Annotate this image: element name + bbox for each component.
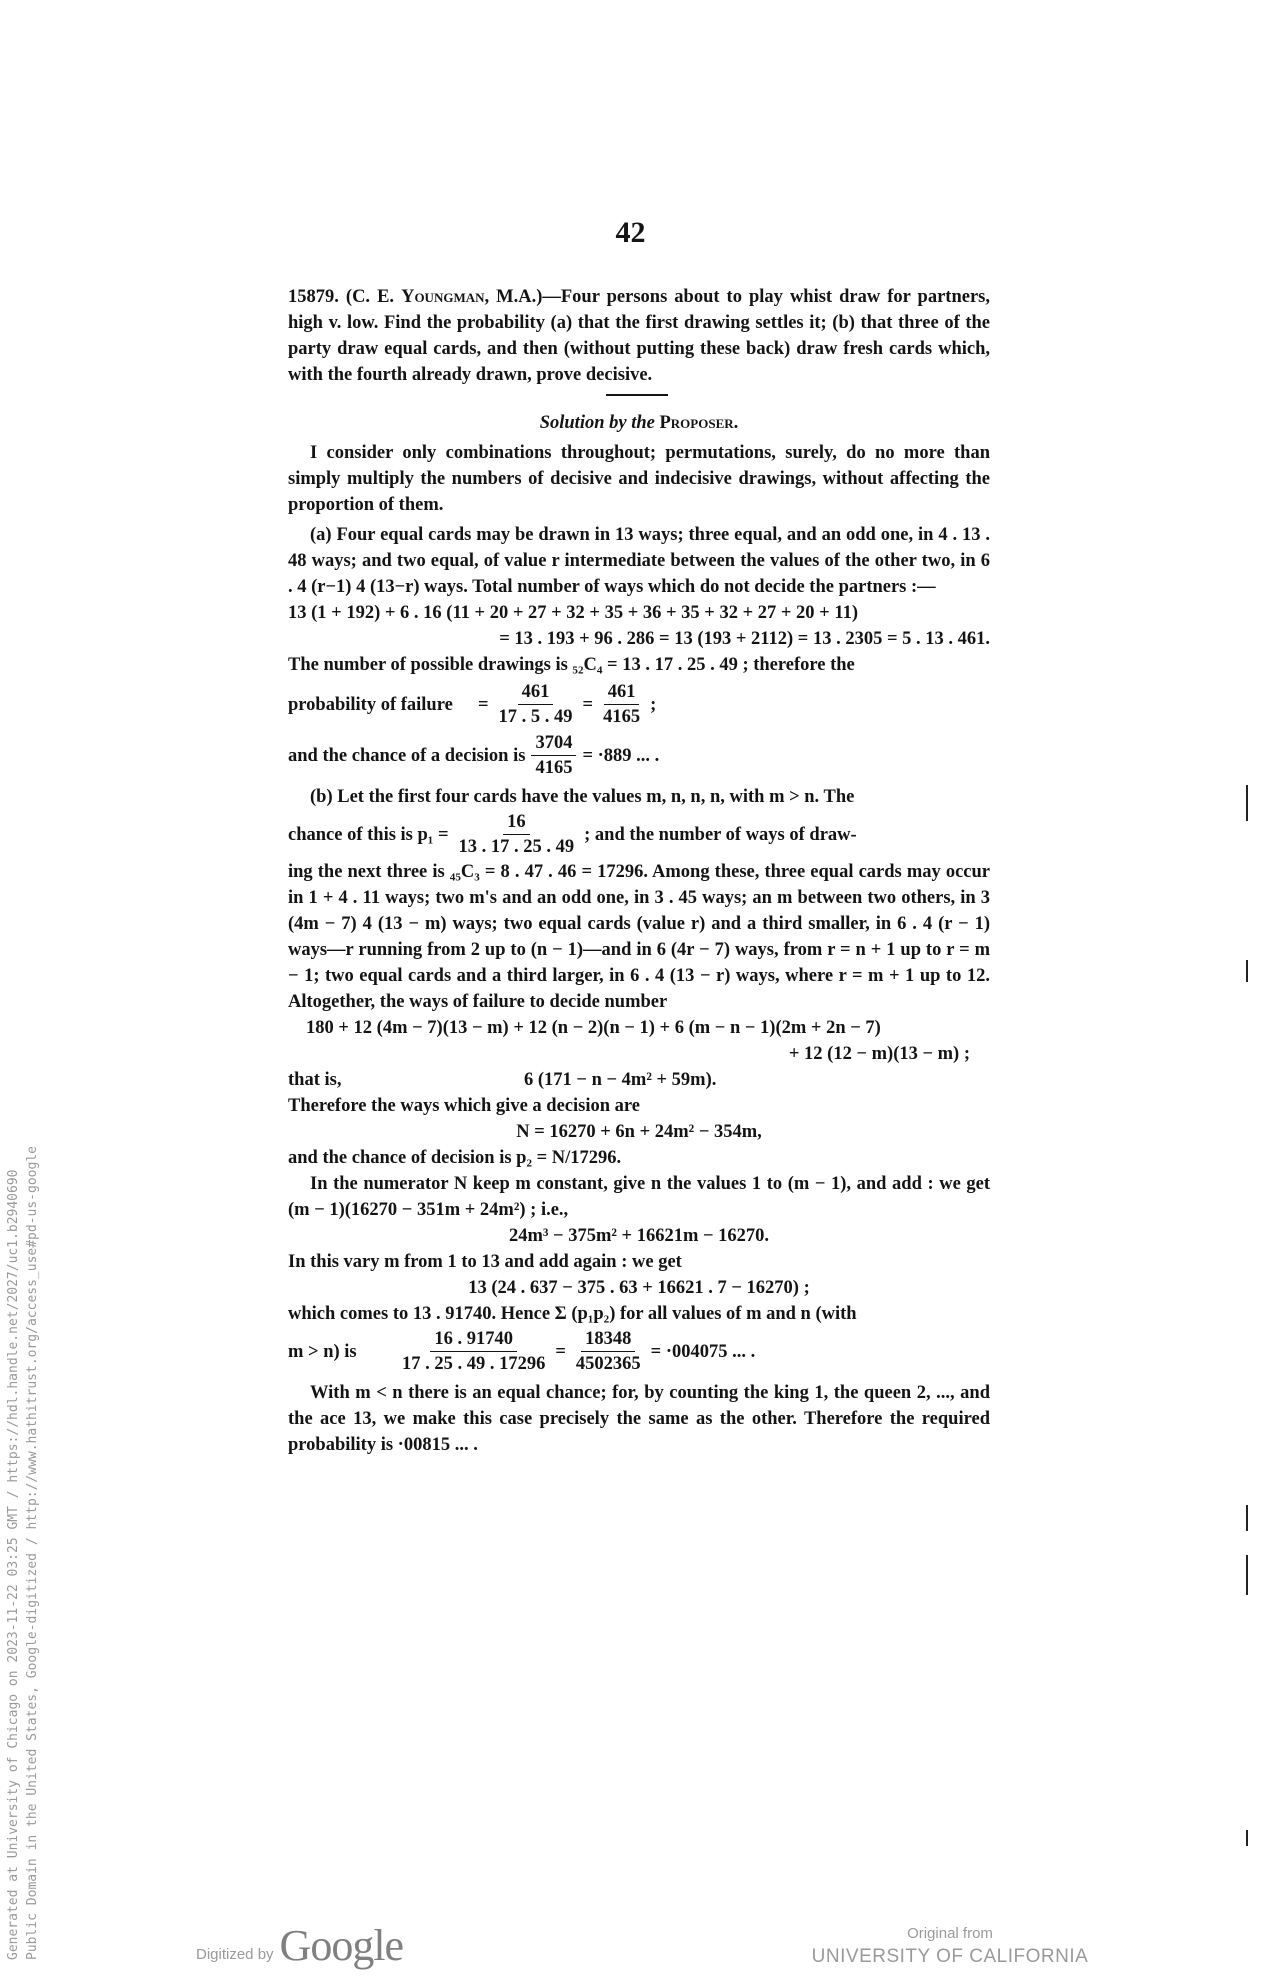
paragraph-3: The number of possible drawings is ₅₂C₄ = 13 . 17 . 25 . 49 ; therefore the: [288, 655, 855, 675]
failure-end: ;: [650, 694, 657, 715]
failure-label: probability of failure: [288, 694, 453, 715]
hathitrust-margin-note: [4, 1146, 42, 1960]
that-is-line: [288, 1067, 990, 1093]
failure-probability-line: [288, 680, 990, 729]
scan-mark: [1246, 960, 1248, 982]
institution-name: UNIVERSITY OF CALIFORNIA: [811, 1946, 1089, 1967]
equation-2b: + 12 (12 − m)(13 − m) ;: [788, 1044, 970, 1064]
solution-heading-italic: Solution by the: [539, 413, 655, 433]
failure-f2-num: 461: [604, 680, 640, 705]
failure-eq-sign: =: [478, 694, 489, 715]
sum-mid-sign: =: [555, 1341, 566, 1362]
equation-1b: = 13 . 193 + 96 . 286 = 13 (193 + 2112) = 13 . 2305 = 5 . 13 . 461.: [499, 629, 990, 649]
digitized-by-google: [196, 1920, 403, 1971]
original-from-label: Original from: [907, 1925, 993, 1942]
sum-label: m > n) is: [288, 1341, 357, 1362]
paragraph-6: Therefore the ways which give a decision are: [288, 1096, 640, 1116]
article-body: [288, 284, 990, 1458]
p1-fraction: [455, 810, 579, 859]
failure-f1-num: 461: [518, 680, 554, 705]
failure-f2-den: 4165: [603, 707, 641, 727]
author-open: (C. E.: [345, 287, 395, 307]
paragraph-7: and the chance of decision is p₂ = N/17296.: [288, 1148, 622, 1168]
p1-label: chance of this is p₁ =: [288, 824, 449, 845]
original-from-block: [800, 1924, 1100, 1970]
page-number: 42: [615, 216, 646, 249]
p1-end: ; and the number of ways of draw-: [584, 824, 857, 845]
paragraph-10: which comes to 13 . 91740. Hence Σ (p₁p₂) for all values of m and n (with: [288, 1304, 857, 1324]
decision-chance-line: [288, 731, 990, 780]
scan-mark: [1246, 1555, 1248, 1595]
that-is-equation: 6 (171 − n − 4m² + 59m).: [524, 1070, 717, 1090]
paragraph-5: ing the next three is ₄₅C₃ = 8 . 47 . 46 = 17296. Among these, three equal cards may occur in 1 + 4 . 11 ways; two m's and an odd one, in 3 . 45 ways; an m between two others, in 3 (4m − 7) 4 (13 − m) ways; two equal cards (value r) and a third smaller, in 6 . 4 (r − 1) ways—r running from 2 up to (n − 1)—and in 6 (4r − 7) ways, from r = n + 1 up to r = m − 1; two equal cards and a third larger, in 6 . 4 (13 − r) ways, where r = m + 1 up to 12. Altogether, the ways of failure to decide number: [288, 862, 990, 1012]
decision-end: = ·889 ... .: [582, 745, 660, 766]
question-body: , M.A.)—Four persons about to play whist draw for partners, high v. low. Find the probability (a) that the first drawing settles it; (b) that three of the party draw equal cards, and then (without putting these back) draw fresh cards which, with the fourth already drawn, prove decisive.: [288, 287, 991, 385]
digitized-by-label: Digitized by: [196, 1946, 274, 1963]
scan-mark: [1246, 1505, 1248, 1531]
solution-heading-name: Proposer.: [659, 413, 739, 433]
question-number: 15879.: [288, 287, 339, 307]
paragraph-8: In the numerator N keep m constant, give n the values 1 to (m − 1), and add : we get (m − 1)(16270 − 351m + 24m²) ; i.e.,: [288, 1174, 990, 1220]
solution-heading: [288, 410, 990, 436]
sum-f1-den: 17 . 25 . 49 . 17296: [402, 1354, 546, 1374]
paragraph-1: I consider only combinations throughout; permutations, surely, do no more than simply multiply the numbers of decisive and indecisive drawings, without affecting the proportion of them.: [288, 443, 990, 515]
decision-num: 3704: [531, 731, 576, 756]
decision-den: 4165: [535, 758, 573, 778]
margin-note-line-1: Generated at University of Chicago on 2023-11-22 03:25 GMT / https://hdl.handle.net/2027/uc1.b2940690: [6, 1169, 21, 1960]
section-divider: [606, 394, 668, 396]
p1-num: 16: [503, 810, 530, 835]
sum-line: [288, 1327, 990, 1376]
equation-5: 13 (24 . 637 − 375 . 63 + 16621 . 7 − 16270) ;: [468, 1278, 810, 1298]
equation-2a: 180 + 12 (4m − 7)(13 − m) + 12 (n − 2)(n − 1) + 6 (m − n − 1)(2m + 2n − 7): [306, 1018, 881, 1038]
failure-fraction-2: [599, 680, 644, 729]
paragraph-11: With m < n there is an equal chance; for, by counting the king 1, the queen 2, ..., and the ace 13, we make this case precisely the same as the other. Therefore the required probability is ·00815 ... .: [288, 1383, 990, 1455]
author-name: Youngman: [401, 287, 485, 307]
scan-mark: [1246, 785, 1248, 821]
equation-1a: 13 (1 + 192) + 6 . 16 (11 + 20 + 27 + 32 + 35 + 36 + 35 + 32 + 27 + 20 + 11): [288, 603, 858, 623]
equation-3: N = 16270 + 6n + 24m² − 354m,: [516, 1122, 762, 1142]
scan-mark: [1246, 1830, 1248, 1846]
sum-f2-num: 18348: [581, 1327, 635, 1352]
sum-fraction-1: [398, 1327, 549, 1376]
question-text: [288, 284, 990, 388]
failure-f1-den: 17 . 5 . 49: [498, 707, 573, 727]
margin-note-line-2: Public Domain in the United States, Google-digitized / http://www.hathitrust.org/access_use#pd-us-google: [25, 1146, 40, 1960]
sum-end: = ·004075 ... .: [650, 1341, 756, 1362]
paragraph-4: (b) Let the first four cards have the values m, n, n, n, with m > n. The: [310, 787, 855, 807]
equation-4: 24m³ − 375m² + 16621m − 16270.: [508, 1226, 770, 1246]
decision-fraction: [531, 731, 576, 780]
failure-fraction-1: [495, 680, 577, 729]
p1-den: 13 . 17 . 25 . 49: [458, 837, 575, 857]
that-is-label: that is,: [288, 1070, 342, 1090]
sum-f2-den: 4502365: [575, 1354, 641, 1374]
decision-label: and the chance of a decision is: [288, 745, 526, 766]
sum-f1-num: 16 . 91740: [430, 1327, 517, 1352]
paragraph-2: (a) Four equal cards may be drawn in 13 ways; three equal, and an odd one, in 4 . 13 . 48 ways; and two equal, of value r intermediate between the values of the other two, in 6 . 4 (r−1) 4 (13−r) ways. Total number of ways which do not decide the partners :—: [288, 525, 990, 597]
sum-fraction-2: [572, 1327, 645, 1376]
failure-mid-sign: =: [582, 694, 594, 715]
p1-chance-line: [288, 810, 990, 859]
paragraph-9: In this vary m from 1 to 13 and add again : we get: [288, 1252, 682, 1272]
google-logo: Google: [279, 1921, 404, 1970]
